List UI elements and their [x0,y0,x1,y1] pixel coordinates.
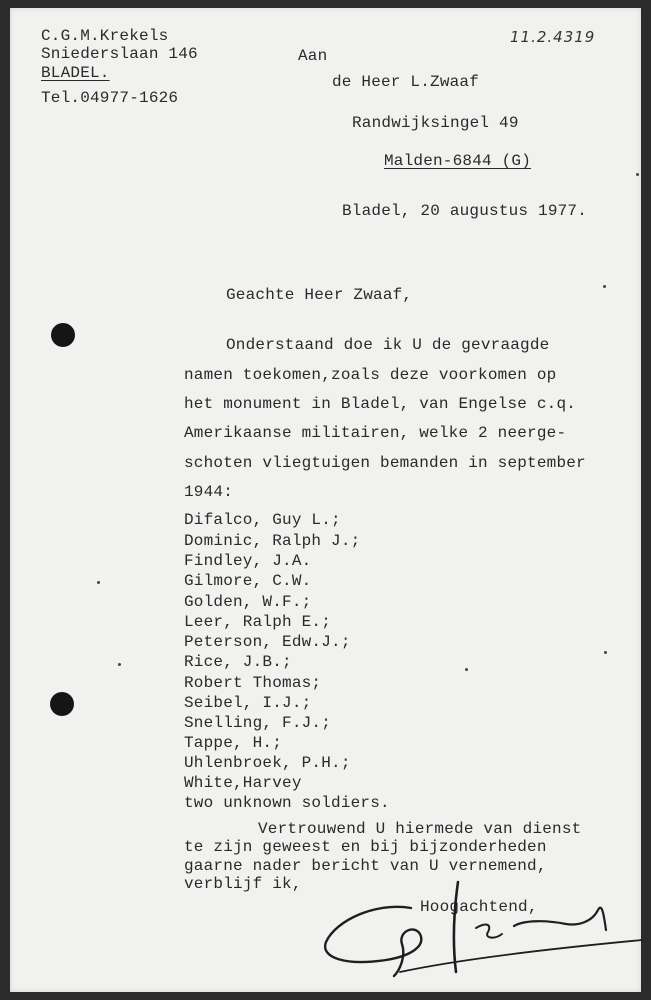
name-entry: two unknown soldiers. [184,794,390,812]
punch-hole [51,323,75,347]
name-entry: Uhlenbroek, P.H.; [184,754,351,772]
intro-line: 1944: [184,483,234,501]
sender-street: Sniederslaan 146 [41,45,198,63]
signature [316,880,646,990]
name-entry: Dominic, Ralph J.; [184,532,361,550]
archive-reference: 11.2.4319 [510,28,596,46]
paper-speck [604,651,607,654]
recipient-name: de Heer L.Zwaaf [332,73,480,91]
intro-line: schoten vliegtuigen bemanden in september [184,454,586,472]
name-entry: Findley, J.A. [184,552,312,570]
name-entry: Rice, J.B.; [184,653,292,671]
name-entry: Golden, W.F.; [184,593,312,611]
name-entry: Tappe, H.; [184,734,283,752]
closing-line: te zijn geweest en bij bijzonderheden [184,838,547,856]
date-line: Bladel, 20 augustus 1977. [342,202,588,220]
letter-sheet [10,8,641,992]
paper-speck [118,663,121,666]
closing-line: verblijf ik, [184,875,302,893]
name-entry: Robert Thomas; [184,674,322,692]
name-entry: Leer, Ralph E.; [184,613,332,631]
punch-hole [50,692,74,716]
paper-speck [603,285,606,288]
greeting-close: Hoogachtend, [420,898,538,916]
sender-phone: Tel.04977-1626 [41,89,179,107]
name-entry: Snelling, F.J.; [184,714,332,732]
closing-line: Vertrouwend U hiermede van dienst [258,820,582,838]
paper-speck [465,668,468,671]
recipient-street: Randwijksingel 49 [352,114,519,132]
sender-city: BLADEL. [41,64,110,82]
name-entry: Seibel, I.J.; [184,694,312,712]
name-entry: White,Harvey [184,774,302,792]
salutation: Geachte Heer Zwaaf, [226,286,413,304]
intro-line: het monument in Bladel, van Engelse c.q. [184,395,577,413]
sender-name: C.G.M.Krekels [41,27,169,45]
recipient-city: Malden-6844 (G) [384,152,532,170]
recipient-label: Aan [298,47,328,65]
paper-speck [97,581,100,584]
intro-line: Amerikaanse militairen, welke 2 neerge- [184,424,567,442]
intro-line: namen toekomen,zoals deze voorkomen op [184,366,557,384]
closing-line: gaarne nader bericht van U vernemend, [184,857,547,875]
name-entry: Peterson, Edw.J.; [184,633,351,651]
name-entry: Difalco, Guy L.; [184,511,341,529]
name-entry: Gilmore, C.W. [184,572,312,590]
intro-line: Onderstaand doe ik U de gevraagde [226,336,550,354]
paper-speck [636,173,639,176]
